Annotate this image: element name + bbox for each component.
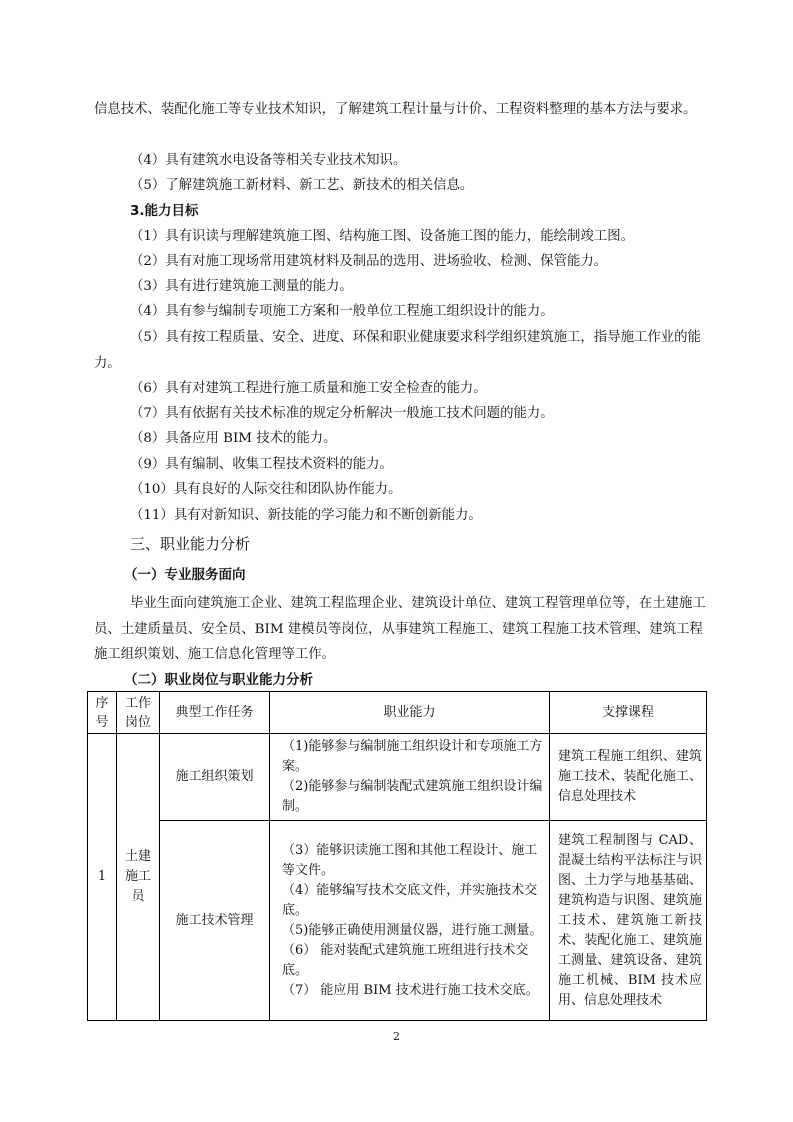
header-ability: 职业能力 bbox=[270, 692, 550, 734]
header-task: 典型工作任务 bbox=[160, 692, 270, 734]
task-abilities bbox=[270, 734, 550, 821]
ability-item-7: （7）具有依据有关技术标准的规定分析解决一般施工技术问题的能力。 bbox=[130, 406, 554, 421]
ability-item-1: （1）具有识读与理解建筑施工图、结构施工图、设备施工图的能力，能绘制竣工图。 bbox=[130, 229, 634, 244]
ability-item-3: （3）具有进行建筑施工测量的能力。 bbox=[130, 279, 353, 294]
knowledge-item4: （4）具有建筑水电设备等相关专业技术知识。 bbox=[130, 153, 407, 168]
ability-item-9: （9）具有编制、收集工程技术资料的能力。 bbox=[130, 457, 393, 472]
ability-item-2: （2）具有对施工现场常用建筑材料及制品的选用、进场验收、检测、保管能力。 bbox=[130, 254, 608, 269]
subsection-job-title: （二）职业岗位与职业能力分析 bbox=[124, 672, 313, 688]
header-seq: 序号 bbox=[88, 692, 117, 734]
task-courses: 建筑工程施工组织、建筑施工技术、装配化施工、信息处理技术 bbox=[550, 734, 707, 821]
subsection-service-title: （一）专业服务面向 bbox=[124, 567, 246, 583]
ability-item-8: （8）具备应用 BIM 技术的能力。 bbox=[130, 431, 337, 446]
ability-line: （1)能够参与编制施工组织设计和专项施工方案。 bbox=[282, 739, 543, 774]
task-name: 施工技术管理 bbox=[160, 821, 270, 1021]
ability-line: （4）能够编写技术交底文件，并实施技术交底。 bbox=[282, 882, 538, 918]
section-title: 三、职业能力分析 bbox=[130, 535, 251, 553]
ability-heading: 3.能力目标 bbox=[130, 203, 199, 219]
ability-line: （5)能够正确使用测量仪器，进行施工测量。 bbox=[282, 922, 543, 938]
page-number: 2 bbox=[393, 1030, 400, 1043]
ability-line: （7） 能应用 BIM 技术进行施工技术交底。 bbox=[282, 982, 539, 998]
row-post: 土建施工员 bbox=[117, 734, 160, 1021]
ability-item-10: （10）具有良好的人际交往和团队协作能力。 bbox=[130, 482, 402, 497]
table-row bbox=[88, 821, 707, 1021]
header-post: 工作岗位 bbox=[117, 692, 160, 734]
ability-line: （3）能够识读施工图和其他工程设计、施工等文件。 bbox=[282, 842, 538, 878]
service-paragraph: 毕业生面向建筑施工企业、建筑工程监理企业、建筑设计单位、建筑工程管理单位等，在土建施工员、土建质量员、安全员、BIM 建模员等岗位，从事建筑工程施工、建筑工程施工技术管理、建筑工程施工组织策划、施工信息化管理等工作。 bbox=[94, 596, 706, 662]
table-row bbox=[88, 734, 707, 821]
ability-line: （2)能够参与编制装配式建筑施工组织设计编制。 bbox=[282, 779, 543, 814]
ability-item-6: （6）具有对建筑工程进行施工质量和施工安全检查的能力。 bbox=[130, 381, 487, 396]
ability-item-5: （5）具有按工程质量、安全、进度、环保和职业健康要求科学组织建筑施工，指导施工作业的能力。 bbox=[94, 330, 701, 371]
job-ability-table bbox=[87, 691, 707, 1021]
task-courses: 建筑工程制图与 CAD、混凝土结构平法标注与识图、土力学与地基基础、建筑构造与识图、建筑施工技术、建筑施工新技术、装配化施工、建筑施工测量、建筑设备、建筑施工机械、BIM 技术应用、信息处理技术 bbox=[550, 821, 707, 1021]
row-seq: 1 bbox=[88, 734, 117, 1021]
header-course: 支撑课程 bbox=[550, 692, 707, 734]
ability-item-4: （4）具有参与编制专项施工方案和一般单位工程施工组织设计的能力。 bbox=[130, 304, 554, 319]
knowledge-item3-continuation: 信息技术、装配化施工等专业技术知识，了解建筑工程计量与计价、工程资料整理的基本方法与要求。 bbox=[94, 102, 697, 117]
ability-item-11: （11）具有对新知识、新技能的学习能力和不断创新能力。 bbox=[130, 508, 482, 523]
task-name: 施工组织策划 bbox=[160, 734, 270, 821]
task-abilities bbox=[270, 821, 550, 1021]
ability-line: （6） 能对装配式建筑施工班组进行技术交底。 bbox=[282, 942, 529, 978]
knowledge-item5: （5）了解建筑施工新材料、新工艺、新技术的相关信息。 bbox=[130, 178, 474, 193]
